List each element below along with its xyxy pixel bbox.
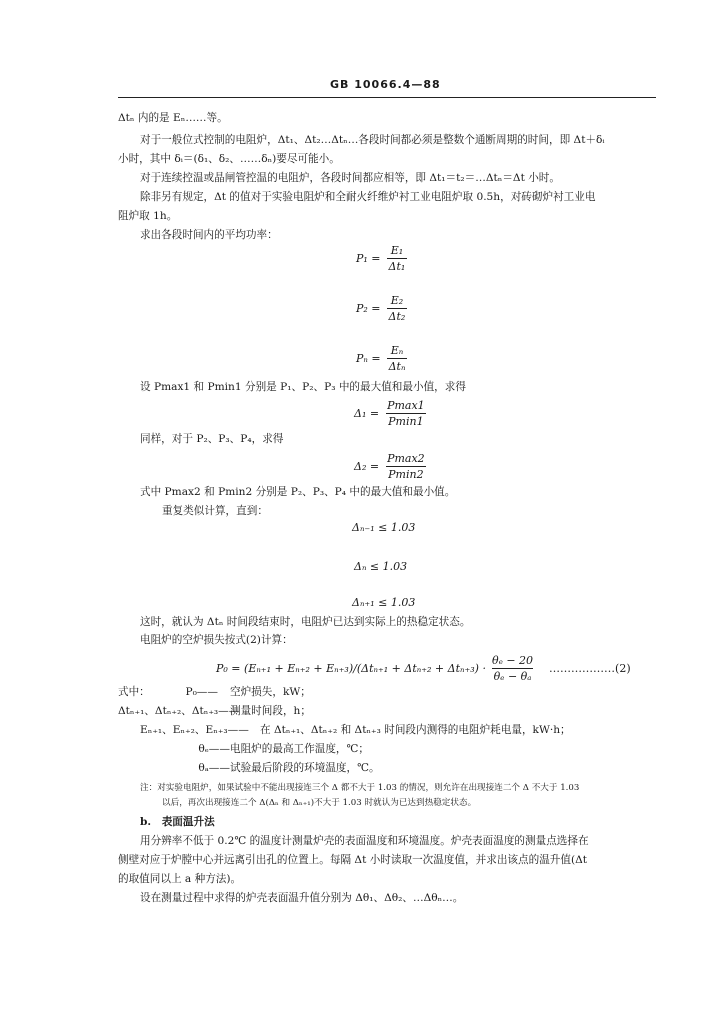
equation-lhs: Δ₁ = [354, 407, 380, 420]
text-line: 小时，其中 δᵢ＝(δ₁、δ₂、……δₙ)要尽可能小。 [118, 153, 340, 165]
fraction [490, 654, 535, 683]
header-rule [118, 97, 656, 98]
fraction [385, 399, 427, 428]
equation-lhs: Δ₂ = [354, 460, 380, 473]
fraction-denominator: θₑ − θₐ [493, 670, 532, 683]
fraction [387, 244, 408, 273]
equation-pn [356, 344, 407, 373]
text-line: 侧壁对应于炉膛中心并远离引出孔的位置上。每隔 Δt 小时读取一次温度值，并求出该点的温升值(Δt [118, 854, 588, 866]
fraction-numerator: θₑ − 20 [491, 654, 534, 667]
fraction-denominator: Pmin2 [388, 468, 424, 481]
text-line: 阻炉取 1h。 [118, 210, 178, 222]
text-line: 除非另有规定，Δt 的值对于实验电阻炉和全耐火纤维炉衬工业电阻炉取 0.5h，对砖砌炉衬工业电 [140, 191, 596, 203]
equation-p2 [356, 294, 407, 323]
condition-equation: Δₙ ≤ 1.03 [354, 560, 408, 573]
text-line: 同样，对于 P₂、P₃、P₄，求得 [140, 433, 284, 445]
equation-p1 [356, 244, 407, 273]
definition-desc: 试验最后阶段的环境温度，℃。 [230, 762, 380, 774]
equation-delta1 [354, 399, 427, 428]
condition-equation: Δₙ₋₁ ≤ 1.03 [352, 521, 416, 534]
definition-symbol: P₀—— [185, 686, 218, 698]
standard-code-header: GB 10066.4—88 [330, 78, 441, 91]
definition-symbol: Eₙ₊₁、Eₙ₊₂、Eₙ₊₃—— [140, 724, 249, 736]
definition-symbol: Δtₙ₊₁、Δtₙ₊₂、Δtₙ₊₃—— [118, 705, 240, 717]
text-line: 重复类似计算，直到： [162, 505, 268, 517]
fraction-numerator: Pmax2 [387, 452, 425, 465]
section-heading: b. 表面温升法 [140, 816, 215, 828]
fraction [385, 452, 427, 481]
fraction-denominator: Pmin1 [388, 415, 424, 428]
text-line: 对于一般位式控制的电阻炉，Δt₁、Δt₂…Δtₙ…各段时间都必须是整数个通断周期的时间，即 Δt＋δᵢ [140, 134, 605, 146]
fraction-numerator: Pmax1 [387, 399, 425, 412]
fraction-numerator: E₂ [390, 294, 404, 307]
definition-desc: 在 Δtₙ₊₁、Δtₙ₊₂ 和 Δtₙ₊₃ 时间段内测得的电阻炉耗电量，kW·h； [260, 724, 571, 736]
where-label: 式中： [118, 686, 150, 698]
equation-delta2 [354, 452, 427, 481]
fraction-numerator: Eₙ [390, 344, 404, 357]
equation-2 [216, 654, 631, 683]
fraction [387, 344, 408, 373]
equation-lhs: Pₙ = [356, 352, 381, 365]
text-line: 求出各段时间内的平均功率： [140, 229, 278, 241]
text-line: Δtₙ 内的是 Eₙ……等。 [118, 112, 228, 124]
fraction-denominator: Δt₂ [388, 310, 406, 323]
text-line: 对于连续控温或晶闸管控温的电阻炉，各段时间都应相等，即 Δt₁＝t₂＝…Δtₙ＝Δt 小时。 [140, 172, 560, 184]
equation-lhs: P₂ = [356, 302, 381, 315]
definition-desc: 测量时间段，h； [230, 705, 311, 717]
text-line: 的取值同以上 a 种方法)。 [118, 873, 242, 885]
text-line: 设 Pmax1 和 Pmin1 分别是 P₁、P₂、P₃ 中的最大值和最小值，求得 [140, 381, 466, 393]
equation-number: ………………(2) [549, 662, 631, 675]
definition-symbol: θₑ—— [198, 743, 230, 755]
fraction-denominator: Δtₙ [388, 360, 406, 373]
definition-desc: 电阻炉的最高工作温度，℃； [230, 743, 369, 755]
text-line: 设在测量过程中求得的炉壳表面温升值分别为 Δθ₁、Δθ₂、…Δθₙ…。 [140, 892, 464, 904]
text-line: 电阻炉的空炉损失按式(2)计算： [140, 634, 293, 646]
definition-symbol: θₐ—— [198, 762, 230, 774]
equation-2-body: P₀ = (Eₙ₊₁ + Eₙ₊₂ + Eₙ₊₃)/(Δtₙ₊₁ + Δtₙ₊₂ + Δtₙ₊₃) · [216, 662, 486, 675]
note-line: 以后，再次出现接连二个 Δ(Δₙ 和 Δₙ₊₁)不大于 1.03 时就认为已达到热稳定状态。 [162, 798, 477, 808]
text-line: 用分辨率不低于 0.2℃ 的温度计测量炉壳的表面温度和环境温度。炉壳表面温度的测量点选择在 [140, 835, 589, 847]
fraction-denominator: Δt₁ [388, 260, 406, 273]
text-line: 这时，就认为 Δtₙ 时间段结束时，电阻炉已达到实际上的热稳定状态。 [140, 616, 471, 628]
fraction-numerator: E₁ [390, 244, 404, 257]
fraction [387, 294, 408, 323]
text-line: 式中 Pmax2 和 Pmin2 分别是 P₂、P₃、P₄ 中的最大值和最小值。 [140, 486, 456, 498]
note-line: 注：对实验电阻炉，如果试验中不能出现接连三个 Δ 都不大于 1.03 的情况，则允许在出现接连二个 Δ 不大于 1.03 [140, 783, 580, 793]
condition-equation: Δₙ₊₁ ≤ 1.03 [352, 596, 416, 609]
equation-lhs: P₁ = [356, 252, 381, 265]
definition-desc: 空炉损失，kW； [230, 686, 311, 698]
